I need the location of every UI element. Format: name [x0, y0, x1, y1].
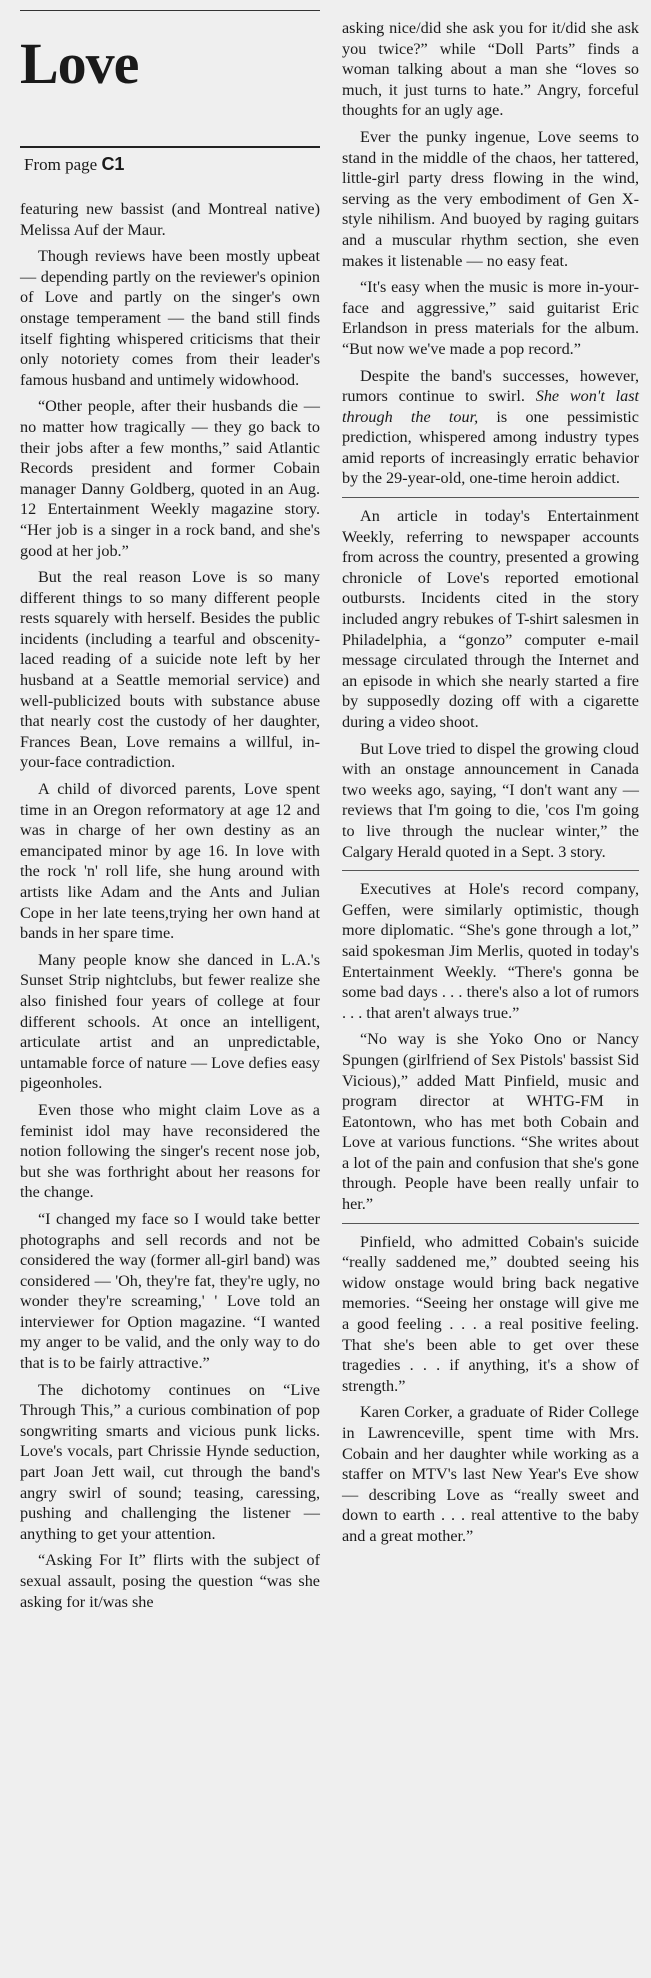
jump-page: C1 [101, 154, 125, 174]
headline: Love [20, 31, 139, 96]
paragraph: An article in today's Entertainment Weekly, referring to newspaper accounts from across the country, presented a growing chronicle of Love's reported emotional outbursts. Incidents cited in the story included angry rebukes of T-shirt salesmen in Philadelphia, a “gonzo” computer e-mail message circulated through the Internet and an episode in which she nearly started a fire by supposedly dozing off with a cigarette during a video shoot. [342, 507, 639, 731]
rumor-tail: is one pessimistic prediction, whispered among industry types amid reports of increasingly erratic behavior by the 29-year-old, one-time heroin addict. [342, 407, 639, 488]
paragraph: “It's easy when the music is more in-your-face and aggressive,” said guitarist Eric Erlandson in press materials for the album. “But now we've made a pop record.” [342, 278, 639, 358]
paragraph: Even those who might claim Love as a feminist idol may have reconsidered the notion following the singer's recent nose job, but she was forthright about her reasons for the change. [20, 1100, 320, 1202]
section-divider [342, 1223, 639, 1224]
section-divider [342, 497, 639, 498]
paragraph: featuring new bassist (and Montreal native) Melissa Auf der Maur. [20, 200, 320, 239]
paragraph: “I changed my face so I would take better photographs and sell records and not be considered the way (former all-girl band) was considered — 'Oh, they're fat, they're ugly, no wonder they're screaming,' ' Love told an interviewer for Option magazine. “I wanted my anger to be valid, and the only way to do that is to be fairly attractive.” [20, 1209, 320, 1373]
top-rule [20, 10, 320, 11]
paragraph: Though reviews have been mostly upbeat — depending partly on the reviewer's opinion of Love and partly on the singer's own onstage temperament — the band still finds itself fighting whispered criticisms that their only notoriety comes from their leader's famous husband and untimely widowhood. [20, 247, 320, 389]
paragraph: Pinfield, who admitted Cobain's suicide “really saddened me,” doubted seeing his widow onstage would bring back negative memories. “Seeing her onstage will give me a good feeling . . . a real positive feeling. That she's been able to get over these tragedies . . . if anything, it's a show of strength.” [342, 1232, 639, 1395]
paragraph: Karen Corker, a graduate of Rider College in Lawrenceville, spent time with Mrs. Cobain and her daughter while working as a staffer on MTV's last New Year's Eve show — describing Love as “really sweet and down to earth . . . real attentive to the baby and a great mother.” [342, 1403, 639, 1545]
paragraph: “Other people, after their husbands die — no matter how tragically — they go back to their jobs after a few months,” said Atlantic Records president and former Cobain manager Danny Goldberg, quoted in an Aug. 12 Entertainment Weekly magazine story. “Her job is a singer in a rock band, and she's good at her job.” [20, 397, 320, 560]
paragraph: “No way is she Yoko Ono or Nancy Spungen (girlfriend of Sex Pistols' bassist Sid Vicious),” added Matt Pinfield, music and program director at WHTG-FM in Eatontown, who has met both Cobain and Love at various functions. “She writes about a lot of the pain and confusion that she's gone through. People have been really unfair to her.” [342, 1030, 639, 1214]
paragraph: Executives at Hole's record company, Geffen, were similarly optimistic, though more diplomatic. “She's gone through a lot,” said spokesman Jim Merlis, quoted in today's Entertainment Weekly. “There's gonna be some bad days . . . there's also a lot of rumors . . . that aren't always true.” [342, 880, 639, 1022]
paragraph: But Love tried to dispel the growing cloud with an onstage announcement in Canada two weeks ago, saying, “I don't want any — reviews that I'm going to die, 'cos I'm going to live through the nuclear winter,” the Calgary Herald quoted in a Sept. 3 story. [342, 739, 639, 861]
headline-rule [20, 146, 320, 148]
rumor-italic: She won't last through the tour, [342, 387, 639, 426]
rumor-paragraph [342, 366, 639, 490]
rumor-lead: Despite the band's successes, however, rumors continue to swirl. [342, 366, 639, 406]
left-column [20, 18, 320, 1618]
jump-line [24, 152, 320, 177]
paragraph: Ever the punky ingenue, Love seems to stand in the middle of the chaos, her tattered, little-girl party dress flowing in the wind, serving as the very embodiment of Gen X-style nihilism. And buoyed by raging guitars and a muscular rhythm section, she even makes it listenable — no easy feat. [342, 127, 639, 270]
section-divider [342, 870, 639, 871]
paragraph: The dichotomy continues on “Live Through This,” a curious combination of pop songwriting smarts and vicious punk licks. Love's vocals, part Chrissie Hynde seduction, part Joan Jett wail, cut through the band's angry swirl of sound; teasing, caressing, pushing and challenging the listener — anything to get your attention. [20, 1380, 320, 1543]
paragraph: A child of divorced parents, Love spent time in an Oregon reformatory at age 12 and was in charge of her own destiny as an emancipated minor by age 16. In love with the rock 'n' roll life, she hung around with artists like Adam and the Ants and Julian Cope in her late teens,trying her own hand at bands in her spare time. [20, 780, 320, 943]
paragraph: asking nice/did she ask you for it/did she ask you twice?” while “Doll Parts” finds a woman talking about a man she “loves so much, it just turns to hate.” Angry, forceful thoughts for an ugly age. [342, 19, 639, 120]
jump-prefix: From page [24, 155, 98, 174]
paragraph: “Asking For It” flirts with the subject of sexual assault, posing the question “was she asking for it/was she [20, 1551, 320, 1611]
paragraph: Many people know she danced in L.A.'s Sunset Strip nightclubs, but fewer realize she also finished four years of college at four different schools. At once an intelligent, articulate artist and an unpredictable, untamable force of nature — Love defies easy pigeonholes. [20, 950, 320, 1093]
right-column [342, 18, 639, 1553]
paragraph: But the real reason Love is so many different things to so many different people rests squarely with herself. Besides the public incidents (including a tearful and obscenity-laced reading of a suicide note left by her husband at a Seattle memorial service) and well-publicized bouts with substance abuse that nearly cost the custody of her daughter, Frances Bean, Love remains a willful, in-your-face contradiction. [20, 568, 320, 772]
